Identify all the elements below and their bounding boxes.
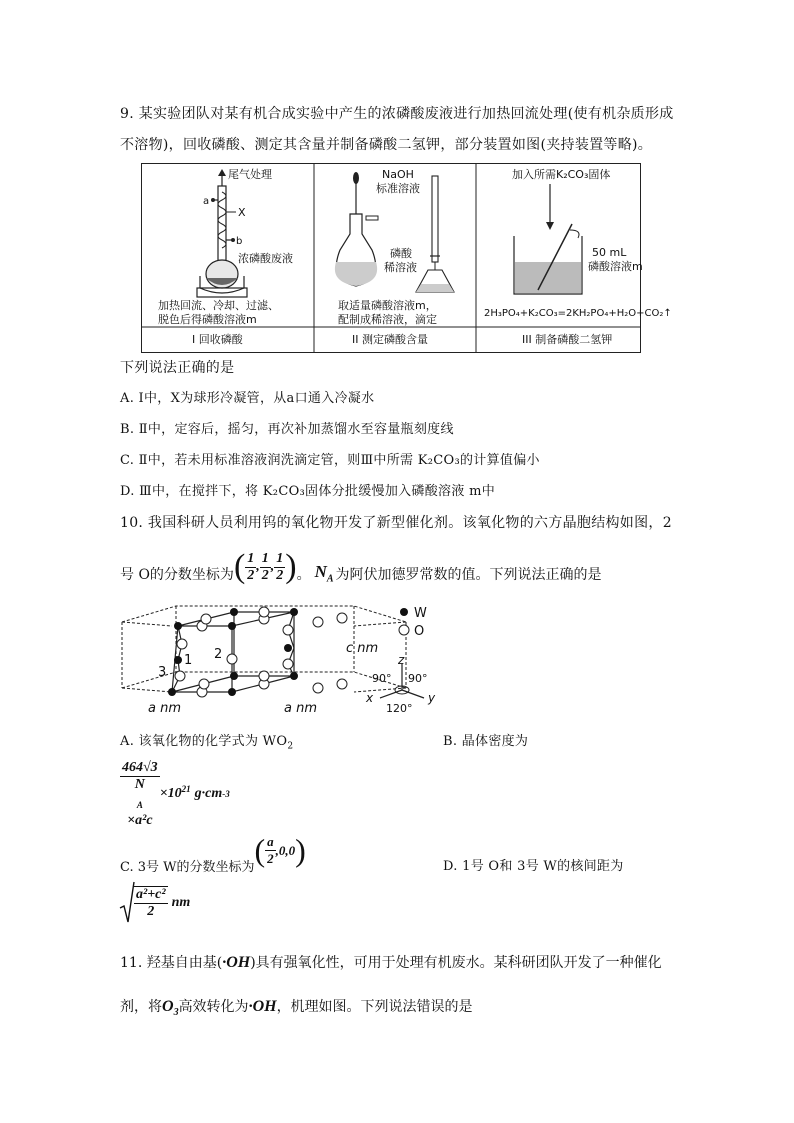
q10-option-a: A. 该氧化物的化学式为 $WO_2$ (120, 734, 294, 752)
reflux-liquid-label: 浓磷酸废液 (238, 252, 293, 265)
atom-label-2: 2 (214, 647, 223, 662)
c-nm-label: c nm (346, 641, 379, 656)
crystal-structure-figure (118, 604, 458, 716)
q10-line2: 号 O的分数坐标为 ( $\frac{1}{2}$ , $\frac{1}{2}$ , $\frac{1}{2}$ ) 。 $N_A$ 为阿伏加德罗常数的值。下列说法正确的是 (120, 548, 602, 585)
panel3-caption: III 制备磷酸二氢钾 (522, 333, 613, 346)
reaction-equation: 2H₃PO₄+K₂CO₃=2KH₂PO₄+H₂O+CO₂↑ (484, 308, 672, 319)
distance-unit: nm (171, 895, 191, 910)
q9-option-b: B. Ⅱ中，定容后，摇匀，再次补加蒸馏水至容量瓶刻度线 (120, 422, 454, 437)
reflux-desc2: 脱色后得磷酸溶液m (158, 313, 257, 326)
coord-frac-1: $\frac{1}{2}$ (247, 550, 255, 583)
angle-120: 120° (386, 702, 413, 715)
density-power-base: ×10 (159, 786, 182, 802)
q10-line2-post: 为阿伏加德罗常数的值。下列说法正确的是 (335, 567, 602, 583)
naoh-standard-label: 标准溶液 (376, 182, 420, 195)
q9-stem: 下列说法正确的是 (120, 360, 235, 376)
beaker-volume-label: 50 mL (592, 246, 627, 259)
q9-option-a: A. Ⅰ中，X为球形冷凝管，从a口通入冷凝水 (120, 391, 375, 406)
density-unit: g·cm (194, 786, 223, 802)
coord-frac-3: $\frac{1}{2}$ (276, 550, 284, 583)
flask-label-2: 稀溶液 (384, 261, 417, 274)
q10-option-c-text: C. 3号 W的分数坐标为 (120, 860, 255, 875)
crystal-structure-svg (118, 604, 458, 716)
panel1-caption: I 回收磷酸 (192, 333, 243, 346)
q9-option-d: D. Ⅲ中，在搅拌下，将 K₂CO₃固体分批缓慢加入磷酸溶液 m中 (120, 484, 495, 499)
hydroxyl-radical-symbol: ·OH (222, 954, 251, 971)
distance-formula (120, 882, 190, 924)
angle-90-right: 90° (408, 672, 428, 685)
coord-open-paren: ( (233, 548, 246, 585)
axis-y-label: y (428, 691, 436, 705)
distance-numerator: a²+c² (136, 887, 166, 902)
density-numerator: 464√3 (122, 760, 158, 775)
q9-line1: 9. 某实验团队对某有机合成实验中产生的浓磷酸废液进行加热回流处理(使有机杂质形成 (120, 106, 674, 122)
avogadro-symbol: $N_A$ (314, 562, 334, 585)
q11-line1: 11. 羟基自由基(·OH)具有强氧化性，可用于处理有机废水。某科研团队开发了一种催化 (120, 954, 662, 971)
angle-90-left: 90° (372, 672, 392, 685)
density-formula: 464√3 N $_A$ ×a²c ×10 $^{21}$ g·cm -3 (122, 760, 230, 828)
titration-desc1: 取适量磷酸溶液m， (338, 299, 437, 312)
q10-option-b: B. 晶体密度为 (443, 734, 529, 749)
reflux-top-label: 尾气处理 (228, 168, 272, 181)
naoh-label: NaOH (382, 168, 414, 181)
panel2-caption: II 测定磷酸含量 (352, 333, 428, 346)
reflux-desc1: 加热回流、冷却、过滤、 (158, 299, 279, 312)
q10-option-d: D. 1号 O和 3号 W的核间距为 (443, 859, 624, 874)
reflux-condenser-apparatus (197, 169, 247, 297)
q9-apparatus-svg (142, 164, 672, 352)
legend-w: W (414, 606, 427, 621)
q9-apparatus-figure (141, 163, 672, 353)
q10-line1: 10. 我国科研人员利用钨的氧化物开发了新型催化剂。该氧化物的六方晶胞结构如图，2 (120, 515, 672, 531)
legend-o: O (414, 624, 425, 639)
beaker-apparatus (514, 184, 582, 294)
reflux-label-x: X (238, 206, 246, 219)
q10-option-c: C. 3号 W的分数坐标为 ( $\frac{a}{2}$ ,0,0 ) (120, 832, 306, 875)
sqrt-sign (120, 882, 134, 924)
hydroxyl-radical-symbol-2: ·OH (248, 998, 277, 1015)
q10-line2-pre: 号 O的分数坐标为 (120, 567, 234, 583)
ozone-symbol: $O_3$ (162, 998, 179, 1019)
reflux-label-a: a (203, 196, 210, 207)
q9-option-c: C. Ⅱ中，若未用标准溶液润洗滴定管，则Ⅲ中所需 K₂CO₃的计算值偏小 (120, 453, 540, 468)
a-nm-label-right: a nm (284, 701, 318, 716)
q9-line2: 不溶物)，回收磷酸、测定其含量并制备磷酸二氢钾，部分装置如图(夹持装置等略)。 (120, 137, 653, 153)
k2co3-label: 加入所需K₂CO₃固体 (512, 168, 611, 181)
q11-line2: 剂，将$O_3$高效转化为·OH，机理如图。下列说法错误的是 (120, 998, 473, 1019)
titration-desc2: 配制成稀溶液，滴定 (338, 313, 437, 326)
c-coord-frac: $\frac{a}{2}$ (267, 834, 274, 866)
atom-label-1: 1 (184, 653, 193, 668)
density-denominator: N $_A$ ×a²c (127, 777, 153, 828)
coord-frac-2: $\frac{1}{2}$ (261, 550, 269, 583)
distance-denominator: 2 (147, 904, 155, 919)
a-nm-label-left: a nm (148, 701, 182, 716)
beaker-solution-label: 磷酸溶液m (588, 260, 643, 273)
axis-x-label: x (366, 691, 374, 705)
atom-label-3: 3 (158, 665, 167, 680)
axis-z-label: z (398, 653, 405, 667)
flask-label-1: 磷酸 (390, 247, 412, 260)
coord-close-paren: ) (285, 548, 297, 585)
q10-line2-mid: 。 (296, 567, 311, 583)
reflux-label-b: b (236, 236, 243, 247)
